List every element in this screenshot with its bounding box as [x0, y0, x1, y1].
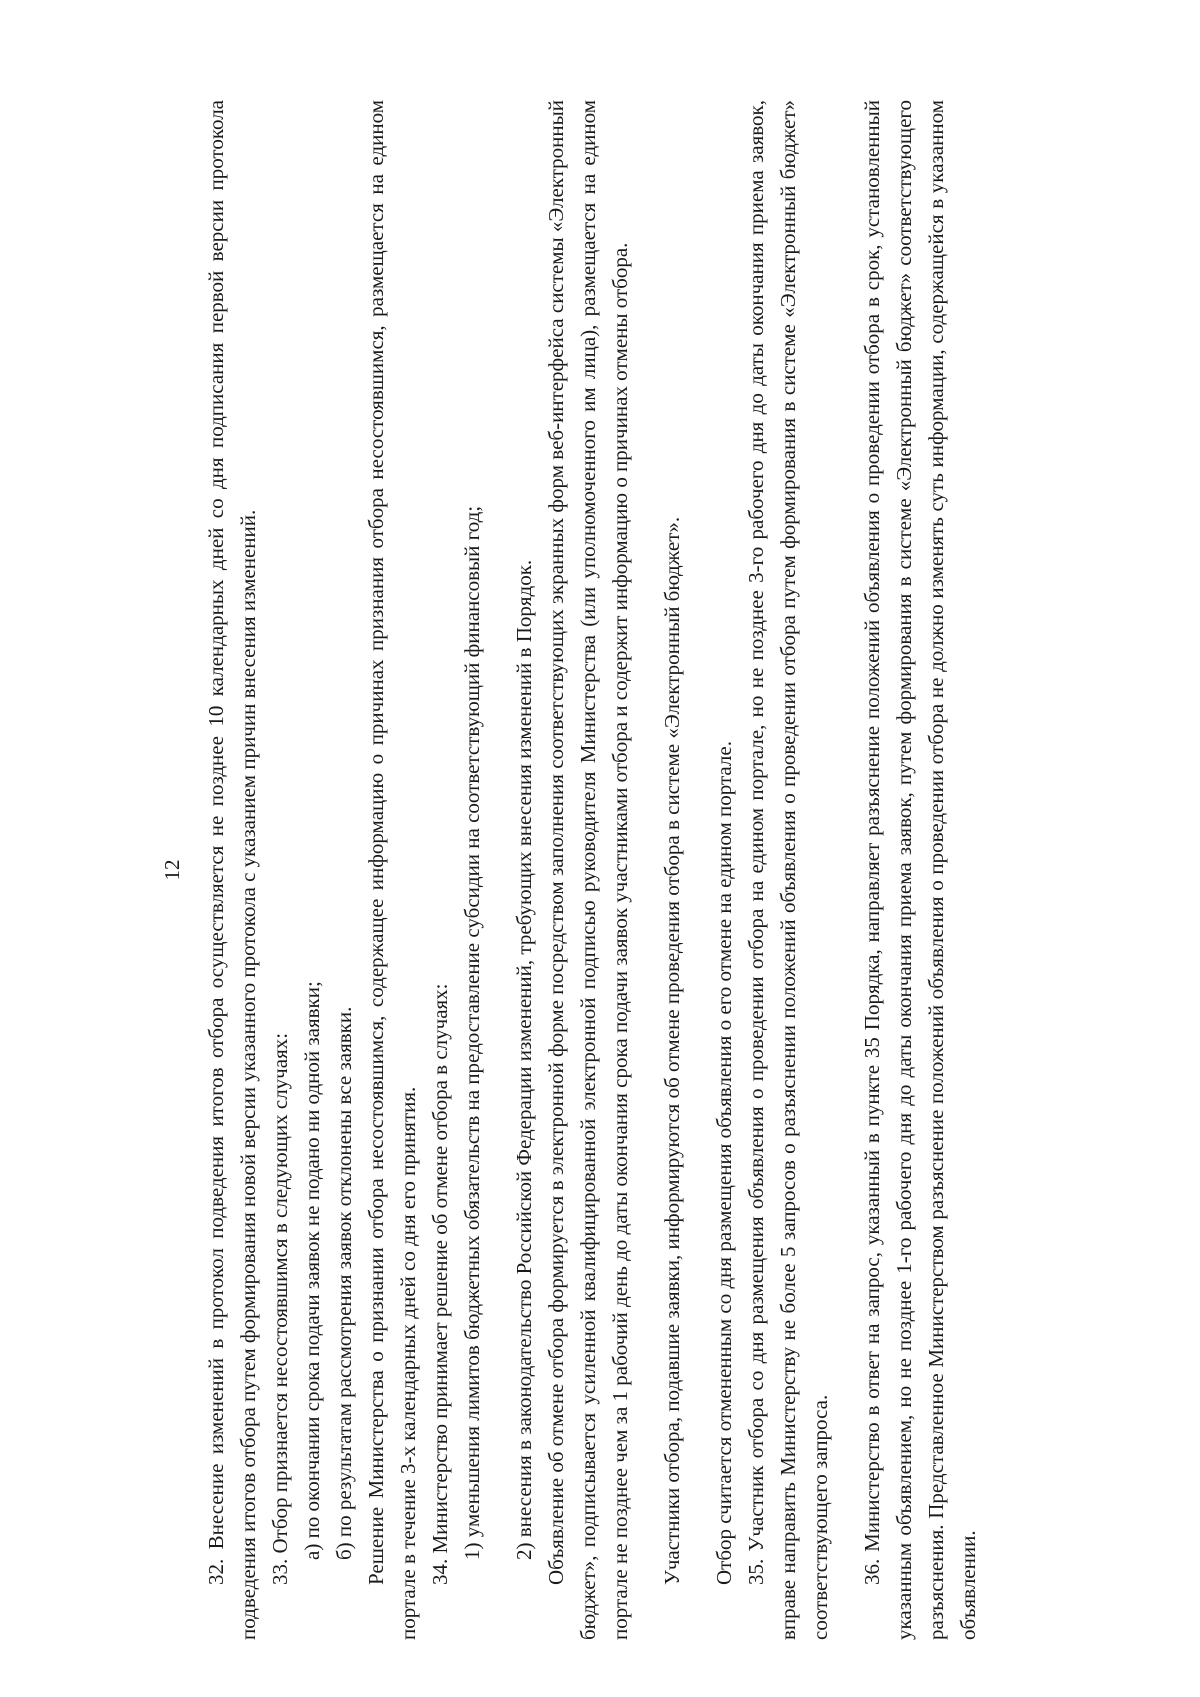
- paragraph-36: 36. Министерство в ответ на запрос, указанный в пункте 35 Порядка, направляет разъяснение положений объявления о проведении отбора в срок, установленный указанным объявлением, но не позднее 1-го рабочего дня до даты окончания приема заявок, путем формирования в системе «Электронный бюджет» соответствующего разъяснения. Представленное Министерством разъяснение положений объявления о проведении отбора не должно изменять суть информации, содержащейся в указанном объявлении.: [860, 100, 980, 1640]
- paragraph-34: 34. Министерство принимает решение об отмене отбора в случаях:: [428, 983, 452, 1585]
- list-item-34-1: 1) уменьшения лимитов бюджетных обязательств на предоставление субсидии на соответствующий финансовый год;: [460, 505, 484, 1560]
- paragraph-selection-cancelled: Отбор считается отмененным со дня размещения объявления о его отмене на едином портале.: [712, 741, 736, 1585]
- document-body: [194, 100, 984, 1640]
- page-number: 12: [160, 859, 184, 881]
- paragraph-33: 33. Отбор признается несостоявшимся в следующих случаях:: [268, 1032, 292, 1585]
- paragraph-participants-informed: Участники отбора, подавшие заявки, информируются об отмене проведения отбора в системе «Электронный бюджет».: [660, 516, 684, 1585]
- rotated-content: [150, 100, 1050, 1640]
- list-item-33b: б) по результатам рассмотрения заявок отклонены все заявки.: [332, 1006, 356, 1560]
- paragraph-decision: Решение Министерства о признании отбора несостоявшимся, содержащее информацию о причинах признания отбора несостоявшимся, размещается на едином портале в течение 3-х календарных дней со дня его принятия.: [364, 100, 420, 1640]
- list-item-34-2: 2) внесения в законодательство Российской Федерации изменений, требующих внесения изменений в Порядок.: [512, 559, 536, 1560]
- paragraph-cancel-announcement: Объявление об отмене отбора формируется в электронной форме посредством заполнения соответствующих экранных форм веб-интерфейса системы «Электронный бюджет», подписывается усиленной квалифицированной электронной подписью руководителя Министерства (или уполномоченного им лица), размещается на едином портале не позднее чем за 1 рабочий день до даты окончания срока подачи заявок участниками отбора и содержит информацию о причинах отмены отбора.: [544, 100, 632, 1640]
- paragraph-35: 35. Участник отбора со дня размещения объявления о проведении отбора на едином портале, но не позднее 3-го рабочего дня до даты окончания приема заявок, вправе направить Министерству не более 5 запросов о разъяснении положений объявления о проведении отбора путем формирования в системе «Электронный бюджет» соответствующего запроса.: [744, 100, 832, 1640]
- paragraph-32: 32. Внесение изменений в протокол подведения итогов отбора осуществляется не позднее 10 календарных дней со дня подписания первой версии протокола подведения итогов отбора путем формирования новой версии указанного протокола с указанием причин внесения изменений.: [204, 100, 260, 1640]
- list-item-33a: а) по окончании срока подачи заявок не подано ни одной заявки;: [300, 981, 324, 1560]
